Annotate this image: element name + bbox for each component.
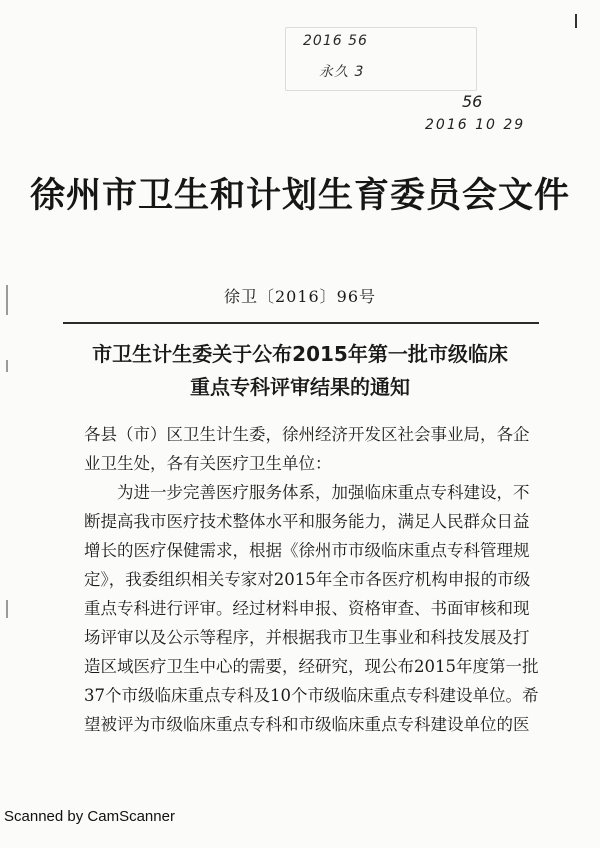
body-paragraph-line: 场评审以及公示等程序，并根据我市卫生事业和科技发展及打 xyxy=(84,628,530,647)
body-paragraph-line: 定》，我委组织相关专家对2015年全市各医疗机构申报的市级 xyxy=(84,570,531,589)
body-paragraph-line: 重点专科进行评审。经过材料申报、资格审查、书面审核和现 xyxy=(84,599,530,618)
body-paragraph-line: 37个市级临床重点专科及10个市级临床重点专科建设单位。希 xyxy=(84,686,539,705)
handwritten-retention: 永久 3 xyxy=(319,64,365,80)
header-divider xyxy=(63,322,539,324)
handwritten-file-number: 56 xyxy=(462,92,483,111)
body-paragraph-line: 断提高我市医疗技术整体水平和服务能力，满足人民群众日益 xyxy=(84,512,530,531)
title-line: 重点专科评审结果的通知 xyxy=(190,375,410,399)
scanner-watermark: Scanned by CamScanner xyxy=(4,808,175,825)
archive-stamp xyxy=(285,25,485,93)
title-line: 市卫生计生委关于公布2015年第一批市级临床 xyxy=(92,342,508,366)
addressee-line: 业卫生处，各有关医疗卫生单位： xyxy=(84,454,332,473)
issuing-organization-header: 徐州市卫生和计划生育委员会文件 xyxy=(29,176,570,216)
body-paragraph-line: 增长的医疗保健需求，根据《徐州市市级临床重点专科管理规 xyxy=(84,541,530,560)
scan-edge-mark xyxy=(6,600,8,618)
document-title xyxy=(40,338,560,404)
handwritten-date: 2016 10 29 xyxy=(425,117,526,133)
body-paragraph-line: 造区域医疗卫生中心的需要，经研究，现公布2015年度第一批 xyxy=(84,657,539,676)
document-number: 徐卫〔2016〕96号 xyxy=(223,287,377,306)
scan-corner-mark xyxy=(575,14,577,28)
handwritten-year-number: 2016 56 xyxy=(303,33,368,49)
body-paragraph-line: 为进一步完善医疗服务体系，加强临床重点专科建设，不 xyxy=(117,483,530,502)
addressee-line: 各县（市）区卫生计生委，徐州经济开发区社会事业局，各企 xyxy=(84,425,530,444)
body-paragraph-line: 望被评为市级临床重点专科和市级临床重点专科建设单位的医 xyxy=(84,715,530,734)
document-body xyxy=(84,420,539,739)
scan-edge-mark xyxy=(6,360,8,372)
